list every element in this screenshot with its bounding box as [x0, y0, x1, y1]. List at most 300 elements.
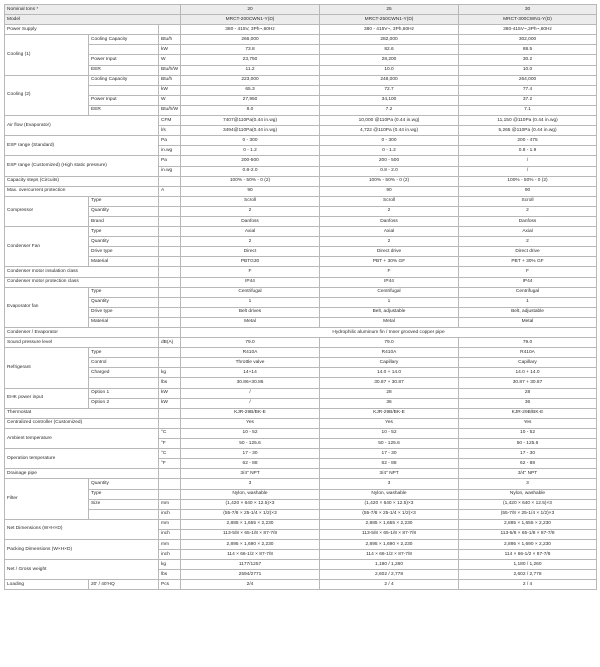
spec-row [5, 317, 597, 327]
spec-row [5, 277, 597, 287]
spec-unit [159, 206, 181, 216]
spec-value: 17 - 30 [181, 449, 320, 459]
spec-sublabel: Type [89, 489, 159, 499]
spec-value: / [181, 398, 320, 408]
spec-unit [159, 25, 181, 35]
spec-value: 114 × 66-1/2 × 87-7/8 [181, 550, 320, 560]
spec-row [5, 35, 597, 45]
spec-unit [159, 469, 181, 479]
spec-value: 79.0 [181, 338, 320, 348]
spec-label: ESP range (Customized) (High static pressure) [5, 156, 159, 176]
spec-value: 380 - 415V, 3Ph~,60Hz [181, 25, 320, 35]
spec-unit: Pa [159, 156, 181, 166]
spec-value: 3494@110Pa(0.44 in.wg) [181, 126, 320, 136]
model-label: Model [5, 15, 181, 25]
spec-value: Centrifugal [181, 287, 320, 297]
spec-value: Danfoss [181, 216, 320, 226]
spec-value: Axial [181, 227, 320, 237]
spec-sublabel [89, 45, 159, 55]
spec-row [5, 580, 597, 590]
spec-value: 4,722 @110Pa (0.44 in.wg) [320, 126, 459, 136]
spec-value: 0 - 1.2 [320, 146, 459, 156]
spec-unit: in.wg [159, 166, 181, 176]
spec-sublabel: Type [89, 196, 159, 206]
spec-value: 100% - 50% - 0 (2) [181, 176, 320, 186]
spec-label: Compressor [5, 196, 89, 226]
spec-sublabel: Size [89, 499, 159, 509]
spec-sublabel: EER [89, 105, 159, 115]
spec-label: Cooling (2) [5, 75, 89, 115]
spec-value: 2,885 × 1,655 × 2,230 [320, 519, 459, 529]
spec-value: 14.0 + 14.0 [459, 368, 597, 378]
spec-value: IP44 [459, 277, 597, 287]
spec-label: Net / Gross weight [5, 560, 159, 580]
spec-unit [159, 479, 181, 489]
spec-row [5, 428, 597, 438]
spec-value: Nylon, washable [459, 489, 597, 499]
spec-value: 1177/1257 [181, 560, 320, 570]
model-row [5, 15, 597, 25]
spec-value: 264,000 [459, 75, 597, 85]
spec-value: 62 - 88 [181, 459, 320, 469]
spec-unit: l/s [159, 126, 181, 136]
spec-value: / [459, 166, 597, 176]
spec-unit: kg [159, 560, 181, 570]
spec-unit: Btu/h/W [159, 65, 181, 75]
spec-value: 62 - 88 [320, 459, 459, 469]
spec-value: 0 - 300 [181, 136, 320, 146]
spec-value: 79.0 [320, 338, 459, 348]
spec-value: 7407@110Pa(0.44 in.wg) [181, 116, 320, 126]
spec-unit [159, 247, 181, 257]
spec-value: 200 - 475 [459, 136, 597, 146]
spec-unit: lbs [159, 570, 181, 580]
spec-label: Air flow (Evaporator) [5, 116, 159, 136]
spec-value: 90 [320, 186, 459, 196]
spec-unit [159, 408, 181, 418]
spec-value: 34,100 [320, 95, 459, 105]
spec-row [5, 328, 597, 338]
spec-value: 30.87 + 30.87 [320, 378, 459, 388]
spec-label: Capacity steps (Circuits) [5, 176, 159, 186]
spec-value: 2594/2771 [181, 570, 320, 580]
spec-unit: A [159, 186, 181, 196]
spec-value: Danfoss [459, 216, 597, 226]
spec-value: KJR-29B/BK-E [320, 408, 459, 418]
spec-value: 380 - 415V~, 3Ph,60Hz [320, 25, 459, 35]
spec-value: 0 - 300 [320, 136, 459, 146]
spec-value: PBT + 30% GF [459, 257, 597, 267]
spec-row [5, 378, 597, 388]
spec-unit [159, 257, 181, 267]
spec-row [5, 206, 597, 216]
spec-row [5, 358, 597, 368]
model-value: MRCT-200CWN1-Y(D) [181, 15, 320, 25]
spec-unit: Btu/h [159, 35, 181, 45]
spec-label: Loading [5, 580, 89, 590]
spec-label: Power Supply [5, 25, 159, 35]
spec-unit: W [159, 55, 181, 65]
spec-label: Condenser motor insulation class [5, 267, 159, 277]
spec-value: (1,420 × 640 × 12.5)×3 [459, 499, 597, 509]
spec-label: Net Dimensions (W×H×D) [5, 519, 159, 539]
spec-label: Condenser Fan [5, 227, 89, 267]
spec-sublabel: Cooling Capacity [89, 75, 159, 85]
spec-value: 10,000 @110Pa (0.44 in.wg) [320, 116, 459, 126]
spec-value: 3/4" NPT [459, 469, 597, 479]
spec-sublabel: EER [89, 65, 159, 75]
spec-value: 0.8-2.0 [181, 166, 320, 176]
spec-row [5, 156, 597, 166]
spec-value: (55-7/8 × 25-1/4 × 1/2)×3 [181, 509, 320, 519]
spec-value: Direct [181, 247, 320, 257]
spec-value: 282,000 [320, 35, 459, 45]
nominal-tons-value: 30 [459, 5, 597, 15]
spec-value: 88.5 [459, 45, 597, 55]
spec-row [5, 388, 597, 398]
spec-value: F [320, 267, 459, 277]
spec-unit: kg [159, 368, 181, 378]
spec-value: F [459, 267, 597, 277]
spec-unit: kW [159, 388, 181, 398]
spec-row [5, 75, 597, 85]
spec-value: 50 - 125.6 [459, 439, 597, 449]
spec-value: 30.87 + 30.87 [459, 378, 597, 388]
spec-sublabel [89, 378, 159, 388]
spec-value: Capillary [459, 358, 597, 368]
spec-unit [159, 307, 181, 317]
spec-label: EHK power input [5, 388, 89, 408]
spec-value: R410A [320, 348, 459, 358]
spec-value: F [181, 267, 320, 277]
spec-value: Danfoss [320, 216, 459, 226]
spec-value: 11.2 [181, 65, 320, 75]
spec-value: 1 [459, 297, 597, 307]
spec-row [5, 287, 597, 297]
spec-table-container [4, 4, 596, 590]
spec-value: 302,000 [459, 35, 597, 45]
spec-value: 73.8 [181, 45, 320, 55]
spec-value: 2 [459, 237, 597, 247]
spec-value: / [181, 388, 320, 398]
spec-value: 77.4 [459, 85, 597, 95]
spec-table-body [5, 5, 597, 590]
spec-sublabel: Drive type [89, 307, 159, 317]
spec-unit [159, 277, 181, 287]
spec-row [5, 479, 597, 489]
spec-value: Axial [459, 227, 597, 237]
spec-unit [159, 358, 181, 368]
spec-value: 2,895 × 1,690 × 2,230 [320, 539, 459, 549]
spec-label: Thermostat [5, 408, 159, 418]
spec-row [5, 338, 597, 348]
spec-sublabel: Type [89, 348, 159, 358]
spec-unit [159, 237, 181, 247]
spec-unit [159, 418, 181, 428]
spec-value: Nylon, washable [181, 489, 320, 499]
spec-unit: mm [159, 519, 181, 529]
spec-value: 2,885 × 1,655 × 2,230 [459, 519, 597, 529]
spec-value: (55-7/8 × 25-1/4 × 1/2)×3 [320, 509, 459, 519]
spec-value: Yes [181, 418, 320, 428]
spec-value: Belt, adjustable [459, 307, 597, 317]
spec-unit: mm [159, 539, 181, 549]
spec-value: (55-7/8 × 25-1/4 × 1/2)×3 [459, 509, 597, 519]
spec-unit [159, 267, 181, 277]
spec-value: 0.8 - 2.0 [320, 166, 459, 176]
spec-value: 0.8 - 1.9 [459, 146, 597, 156]
spec-sublabel: Material [89, 317, 159, 327]
spec-value: 36 [320, 398, 459, 408]
spec-row [5, 539, 597, 549]
nominal-tons-value: 20 [181, 5, 320, 15]
spec-unit [159, 489, 181, 499]
spec-value: 2,602 / 2,778 [320, 570, 459, 580]
spec-row [5, 499, 597, 509]
spec-value: 23,750 [181, 55, 320, 65]
spec-sublabel [89, 85, 159, 95]
spec-value: R410A [181, 348, 320, 358]
spec-value: 14.0 + 14.0 [320, 368, 459, 378]
spec-value: Metal [320, 317, 459, 327]
spec-value: 3/4" NPT [181, 469, 320, 479]
spec-label: Drainage pipe [5, 469, 159, 479]
spec-value: 50 - 125.6 [181, 439, 320, 449]
spec-value: Axial [320, 227, 459, 237]
spec-value: 2 [459, 206, 597, 216]
spec-value: 2 / 4 [320, 580, 459, 590]
spec-label: Condenser motor protection class [5, 277, 159, 287]
spec-value: 3/4" NPT [320, 469, 459, 479]
spec-value: 10.0 [459, 65, 597, 75]
spec-value: R410A [459, 348, 597, 358]
spec-row [5, 136, 597, 146]
spec-value: 10.0 [320, 65, 459, 75]
spec-value: / [459, 156, 597, 166]
spec-sublabel: Option 2 [89, 398, 159, 408]
spec-value: 65.3 [181, 85, 320, 95]
spec-unit: kW [159, 398, 181, 408]
spec-value: 100% - 50% - 0 (2) [459, 176, 597, 186]
spec-value: 28 [320, 388, 459, 398]
spec-value: 37.2 [459, 95, 597, 105]
spec-value: 30.2 [459, 55, 597, 65]
spec-sublabel: Quantity [89, 479, 159, 489]
spec-row [5, 519, 597, 529]
spec-unit: Pa [159, 136, 181, 146]
spec-value: 11,150 @110Pa (0.44 in.wg) [459, 116, 597, 126]
spec-value: Nylon, washable [320, 489, 459, 499]
spec-value: 10 - 52 [459, 428, 597, 438]
spec-unit: °F [159, 439, 181, 449]
spec-row [5, 348, 597, 358]
spec-value: 79.0 [459, 338, 597, 348]
spec-row [5, 237, 597, 247]
spec-row [5, 509, 597, 519]
spec-value: Belt drives [181, 307, 320, 317]
spec-value: 10 - 52 [320, 428, 459, 438]
spec-value: 1 [320, 297, 459, 307]
spec-value: Centrifugal [459, 287, 597, 297]
nominal-tons-label: Nominal tons * [5, 5, 181, 15]
spec-value: 2 / 4 [459, 580, 597, 590]
spec-label: Max. overcurrent protection [5, 186, 159, 196]
spec-unit: °C [159, 449, 181, 459]
spec-unit: Btu/h/W [159, 105, 181, 115]
spec-value: 223,000 [181, 75, 320, 85]
spec-unit [159, 216, 181, 226]
spec-sublabel [89, 509, 159, 519]
spec-value: 2,895 × 1,690 × 2,230 [181, 539, 320, 549]
spec-value: Direct drive [320, 247, 459, 257]
spec-value: 82.6 [320, 45, 459, 55]
spec-value: 90 [459, 186, 597, 196]
spec-unit: inch [159, 529, 181, 539]
spec-sublabel: Power Input [89, 55, 159, 65]
spec-value: PBT + 30% GF [320, 257, 459, 267]
spec-value: 62 - 88 [459, 459, 597, 469]
spec-value: 27,950 [181, 95, 320, 105]
spec-value: 10 - 52 [181, 428, 320, 438]
spec-value: 28,200 [320, 55, 459, 65]
spec-value: 1 [181, 297, 320, 307]
spec-value: 266,000 [181, 35, 320, 45]
spec-value: Metal [181, 317, 320, 327]
spec-row [5, 449, 597, 459]
spec-value: 3 [459, 479, 597, 489]
spec-unit: °F [159, 459, 181, 469]
spec-value: Throttle valve [181, 358, 320, 368]
spec-sublabel: Brand [89, 216, 159, 226]
spec-label: Filter [5, 479, 89, 519]
spec-unit: Btu/h [159, 75, 181, 85]
spec-row [5, 307, 597, 317]
spec-sublabel: Quantity [89, 237, 159, 247]
spec-sublabel: Drive type [89, 247, 159, 257]
spec-unit [159, 227, 181, 237]
spec-value: 2/4 [181, 580, 320, 590]
spec-value: 17 - 30 [459, 449, 597, 459]
spec-sublabel: Type [89, 227, 159, 237]
spec-value: 2,885 × 1,655 × 2,230 [181, 519, 320, 529]
spec-sublabel: Option 1 [89, 388, 159, 398]
spec-row [5, 176, 597, 186]
spec-sublabel: Type [89, 287, 159, 297]
spec-unit [159, 176, 181, 186]
model-value: MRCT-300CWN1-Y(D) [459, 15, 597, 25]
spec-value: 14+14 [181, 368, 320, 378]
spec-value: 113-5/8 × 65-1/8 × 87-7/8 [320, 529, 459, 539]
spec-sublabel: Charged [89, 368, 159, 378]
spec-value: 5,265 @110Pa (0.44 in.wg) [459, 126, 597, 136]
spec-unit: dB(A) [159, 338, 181, 348]
spec-row [5, 227, 597, 237]
spec-unit: kW [159, 45, 181, 55]
spec-value: 7.1 [459, 105, 597, 115]
spec-value: 114 × 66-1/2 × 87-7/8 [320, 550, 459, 560]
spec-row [5, 186, 597, 196]
spec-unit [159, 297, 181, 307]
spec-value: 17 - 30 [320, 449, 459, 459]
spec-label: Evaporator fan [5, 287, 89, 327]
spec-value: 90 [181, 186, 320, 196]
spec-value: Scroll [181, 196, 320, 206]
spec-row [5, 105, 597, 115]
spec-value: 30.86+30.86 [181, 378, 320, 388]
spec-value: 200-500 [181, 156, 320, 166]
spec-label: Refrigerant [5, 348, 89, 388]
spec-sublabel: 20' / 40'HQ [89, 580, 159, 590]
spec-value: 380-415V~,3Ph~,60Hz [459, 25, 597, 35]
spec-sublabel: Quantity [89, 206, 159, 216]
spec-row [5, 85, 597, 95]
spec-value: KJR-29B/BK-E [181, 408, 320, 418]
spec-value: PBTG30 [181, 257, 320, 267]
spec-value: IP44 [320, 277, 459, 287]
spec-row [5, 216, 597, 226]
spec-unit [159, 287, 181, 297]
spec-value: 3 [320, 479, 459, 489]
spec-unit [159, 328, 181, 338]
spec-row [5, 267, 597, 277]
spec-unit: W [159, 95, 181, 105]
spec-unit [159, 317, 181, 327]
spec-unit: in.wg [159, 146, 181, 156]
spec-value: 28 [459, 388, 597, 398]
spec-sublabel: Quantity [89, 297, 159, 307]
spec-value: 72.7 [320, 85, 459, 95]
spec-value: 2 [181, 237, 320, 247]
nominal-tons-value: 25 [320, 5, 459, 15]
spec-label: Operation temperature [5, 449, 159, 469]
spec-value: KJR-29B/BK-E [459, 408, 597, 418]
spec-row [5, 45, 597, 55]
spec-value: 113-5/8 × 65-1/8 × 87-7/8 [181, 529, 320, 539]
spec-value: IP44 [181, 277, 320, 287]
spec-value: 3 [181, 479, 320, 489]
spec-label: Centralized controller (Customized) [5, 418, 159, 428]
spec-sublabel: Cooling Capacity [89, 35, 159, 45]
spec-row [5, 469, 597, 479]
spec-label: Cooling (1) [5, 35, 89, 75]
spec-label: Condenser / Evaporator [5, 328, 159, 338]
spec-value: 2,602 / 2,778 [459, 570, 597, 580]
spec-value: 1,180 / 1,260 [459, 560, 597, 570]
spec-unit: °C [159, 428, 181, 438]
spec-unit: inch [159, 509, 181, 519]
spec-value: 50 - 125.6 [320, 439, 459, 449]
spec-row [5, 408, 597, 418]
spec-unit: lbs [159, 378, 181, 388]
spec-value: 114 × 66-1/2 × 87-7/8 [459, 550, 597, 560]
spec-sublabel: Control [89, 358, 159, 368]
spec-value: 113-5/8 × 65-1/8 × 87-7/8 [459, 529, 597, 539]
spec-row [5, 196, 597, 206]
spec-value: 2 [181, 206, 320, 216]
spec-label: Packing Dimensions (W×H×D) [5, 539, 159, 559]
spec-row [5, 116, 597, 126]
spec-table [4, 4, 597, 590]
spec-row [5, 257, 597, 267]
spec-unit: mm [159, 499, 181, 509]
spec-label: Ambient temperature [5, 428, 159, 448]
spec-sublabel: Power Input [89, 95, 159, 105]
spec-unit: inch [159, 550, 181, 560]
spec-unit [159, 196, 181, 206]
spec-value: (1,420 × 640 × 12.5)×3 [181, 499, 320, 509]
spec-value: Yes [459, 418, 597, 428]
spec-label: Sound pressure level [5, 338, 159, 348]
